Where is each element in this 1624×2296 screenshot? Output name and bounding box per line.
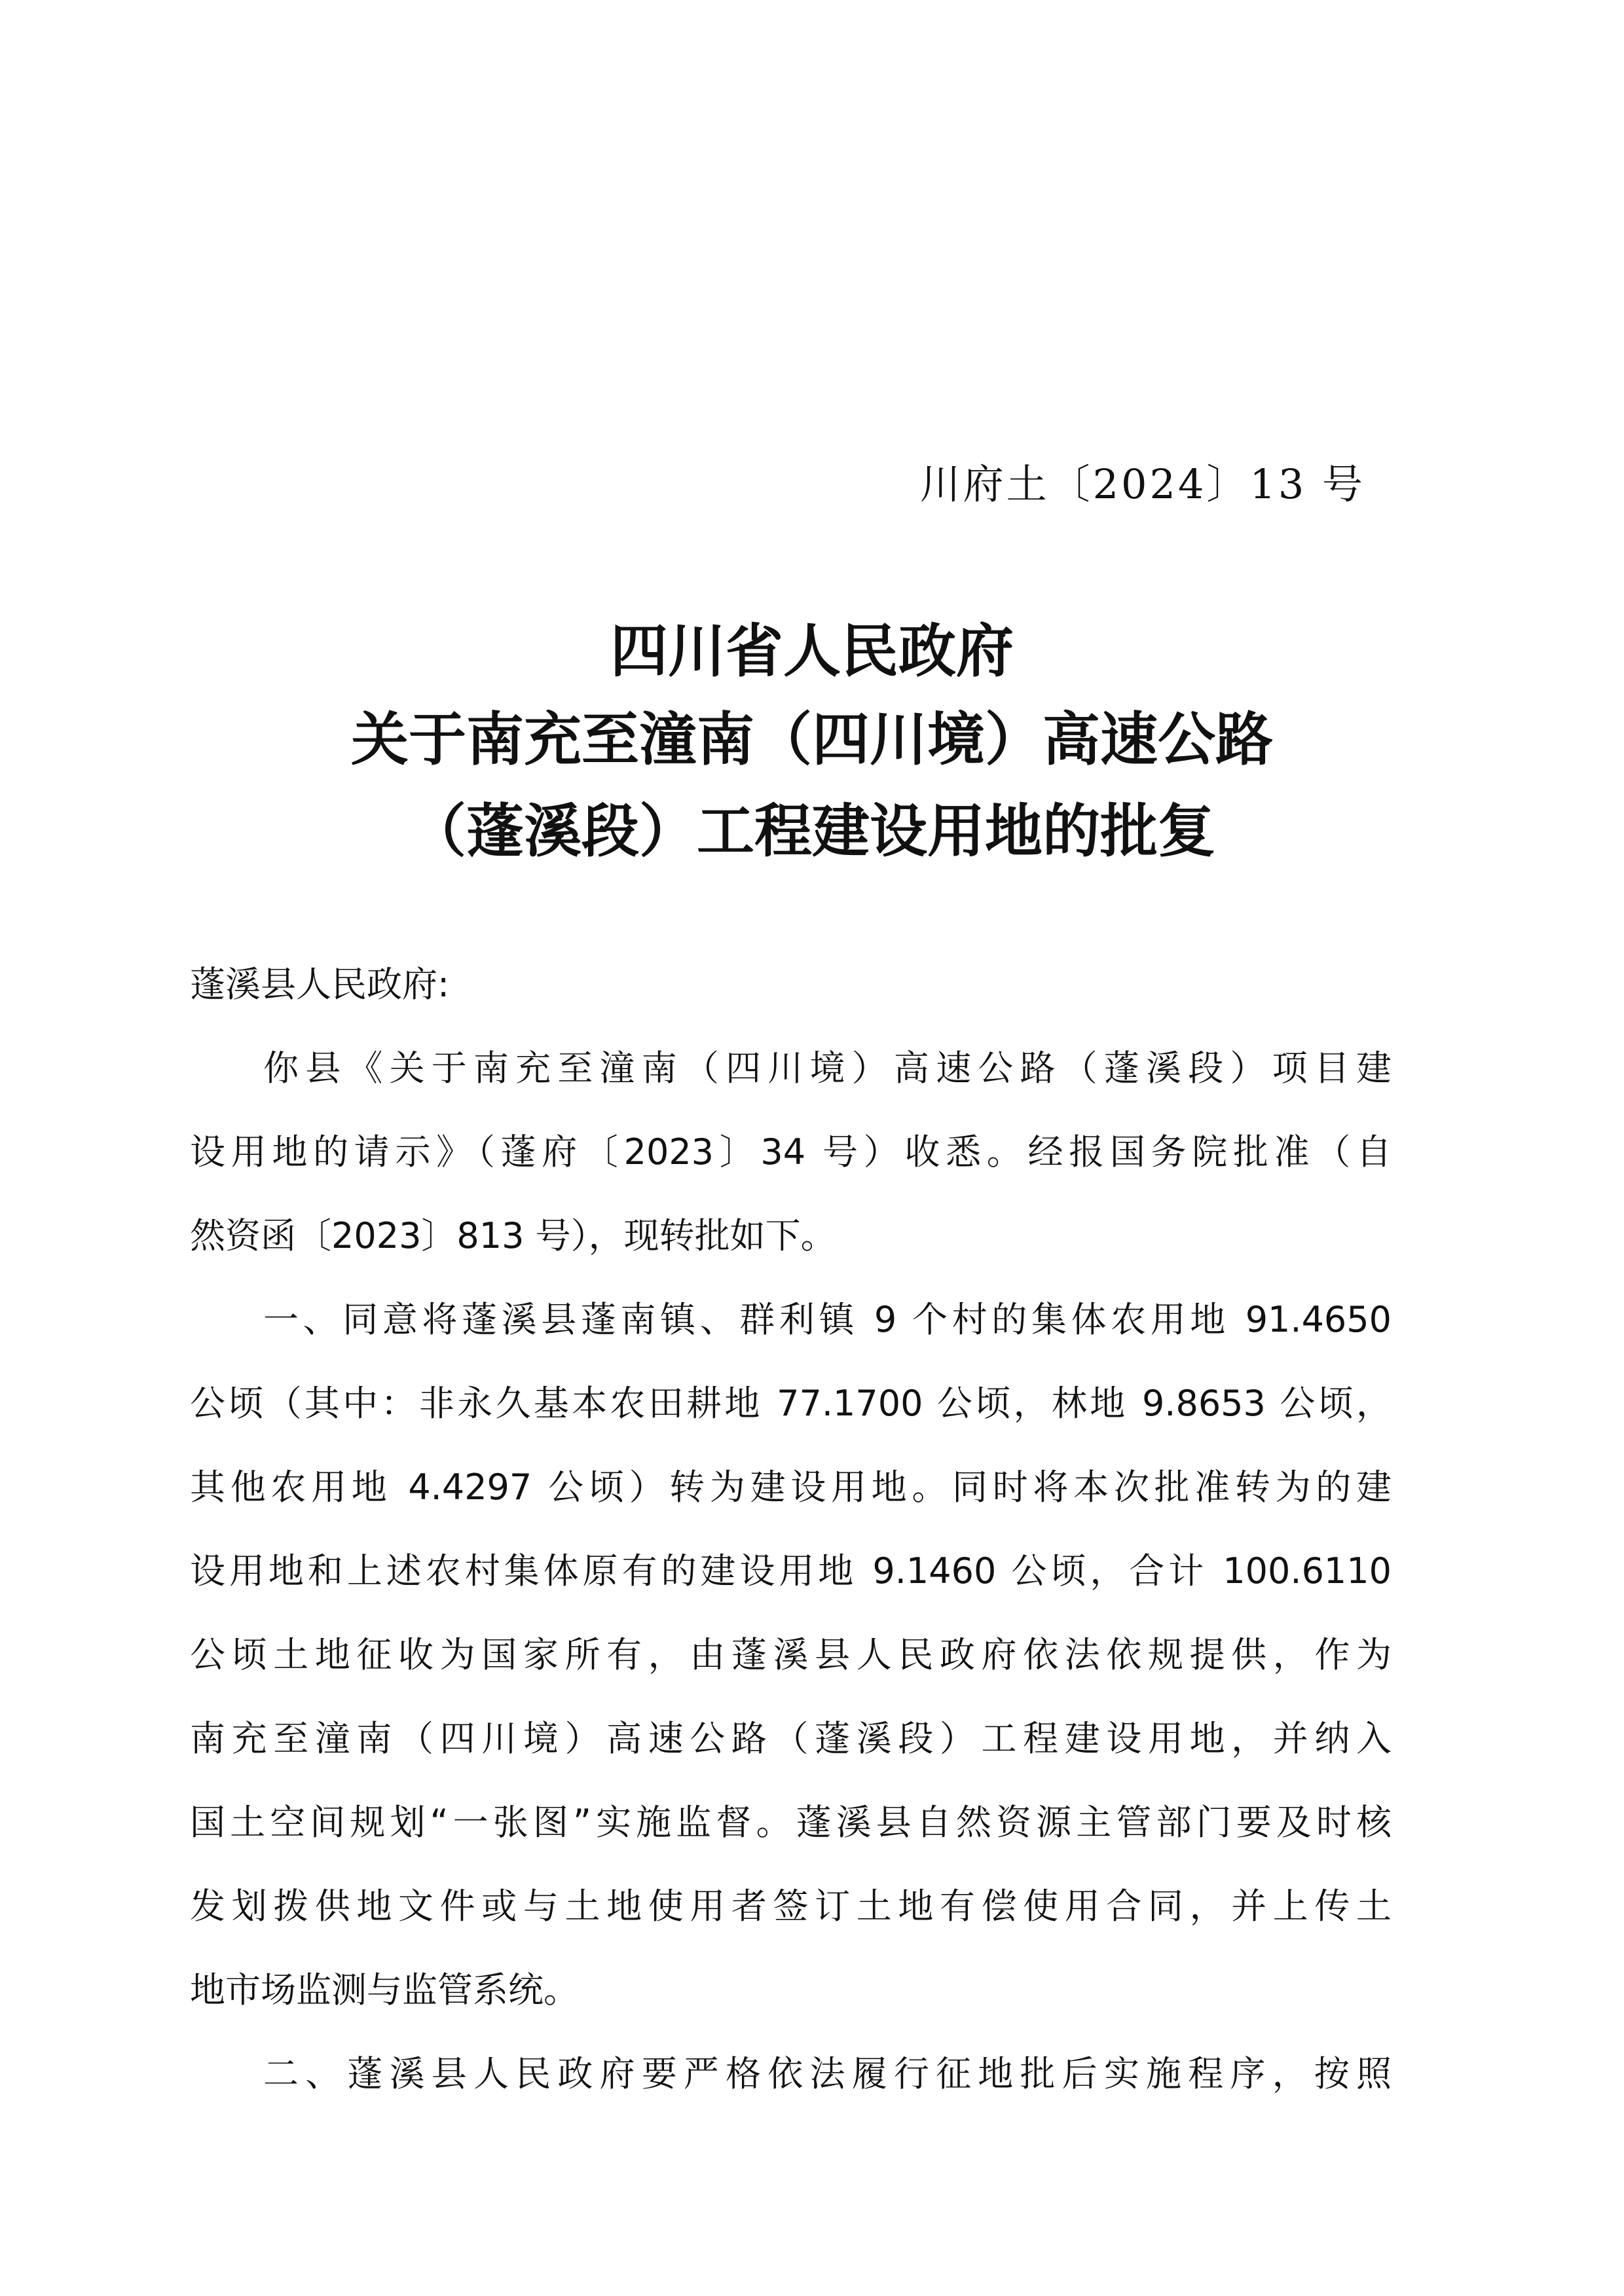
body-line: 然资函〔2023〕813 号），现转批如下。 bbox=[190, 1215, 836, 1256]
body-line: 其他农用地 4.4297 公顷）转为建设用地。同时将本次批准转为的建 bbox=[190, 1467, 1392, 1508]
body-line: 设用地和上述农村集体原有的建设用地 9.1460 公顷，合计 100.6110 bbox=[190, 1550, 1392, 1592]
title-issuer: 四川省人民政府 bbox=[610, 617, 1014, 685]
body-line: 国土空间规划“一张图”实施监督。蓬溪县自然资源主管部门要及时核 bbox=[190, 1802, 1392, 1843]
body-line: 发划拨供地文件或与土地使用者签订土地有偿使用合同，并上传土 bbox=[190, 1886, 1392, 1927]
salutation: 蓬溪县人民政府: bbox=[190, 964, 450, 1005]
body-line: 公顷土地征收为国家所有，由蓬溪县人民政府依法依规提供，作为 bbox=[190, 1634, 1392, 1675]
body-line: 设用地的请示》（蓬府〔2023〕34 号）收悉。经报国务院批准（自 bbox=[190, 1131, 1392, 1173]
body-line: 二、蓬溪县人民政府要严格依法履行征地批后实施程序，按照 bbox=[263, 2053, 1392, 2094]
document-number: 川府土〔2024〕13 号 bbox=[919, 460, 1365, 508]
body-line: 地市场监测与监管系统。 bbox=[190, 1969, 579, 2011]
document-body bbox=[190, 943, 1392, 2116]
title-subject-line-1: 关于南充至潼南（四川境）高速公路 bbox=[350, 706, 1273, 773]
body-line: 南充至潼南（四川境）高速公路（蓬溪段）工程建设用地，并纳入 bbox=[190, 1718, 1392, 1759]
body-line: 公顷（其中：非永久基本农田耕地 77.1700 公顷，林地 9.8653 公顷， bbox=[190, 1383, 1392, 1424]
body-line: 你县《关于南充至潼南（四川境）高速公路（蓬溪段）项目建 bbox=[263, 1048, 1392, 1089]
title-subject-line-2: （蓬溪段）工程建设用地的批复 bbox=[408, 797, 1215, 865]
body-line: 一、同意将蓬溪县蓬南镇、群利镇 9 个村的集体农用地 91.4650 bbox=[263, 1299, 1392, 1340]
